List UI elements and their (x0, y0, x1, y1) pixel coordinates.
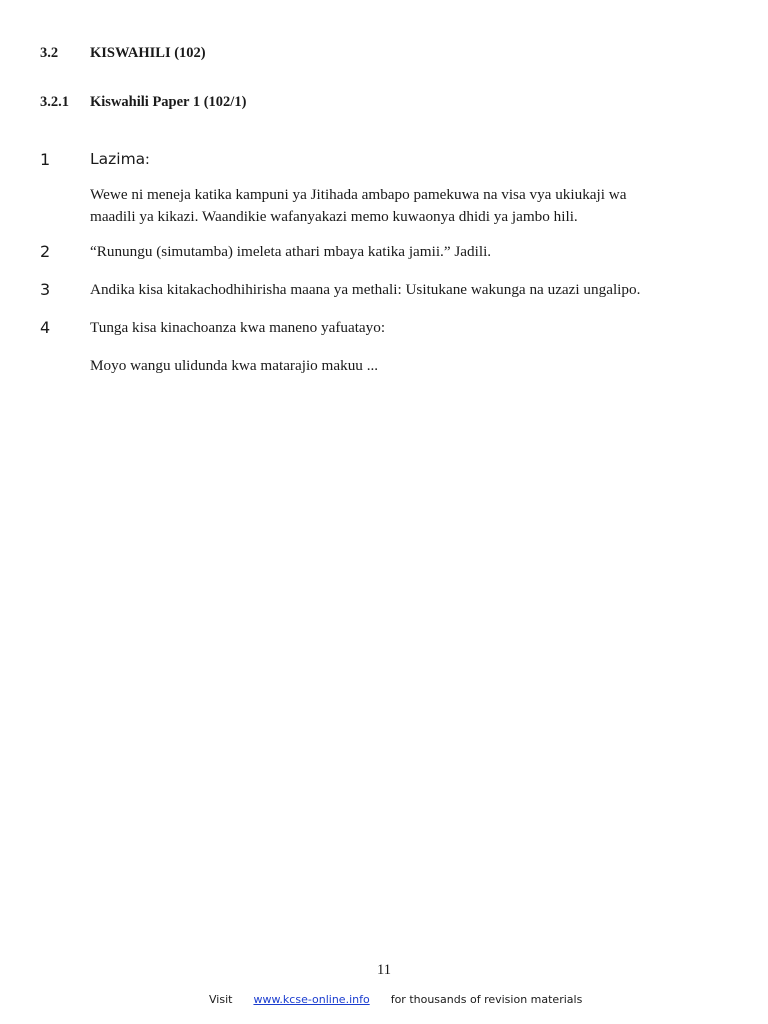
footer-prefix: Visit (209, 993, 233, 1006)
footer-link[interactable]: www.kcse-online.info (253, 993, 370, 1006)
question-2-number: 2 (40, 242, 51, 261)
footer-suffix: for thousands of revision materials (390, 993, 583, 1006)
section-number: 3.2 (40, 45, 59, 61)
question-1-number: 1 (40, 150, 51, 169)
question-4-continuation: Moyo wangu ulidunda kwa matarajio makuu ... (90, 357, 379, 374)
question-1-label-colon: : (145, 151, 150, 168)
subsection-title: Kiswahili Paper 1 (102/1) (90, 94, 247, 110)
subsection-number: 3.2.1 (40, 94, 69, 110)
footer (209, 993, 582, 1006)
section-title: KISWAHILI (102) (90, 45, 206, 61)
question-3-text: Andika kisa kitakachodhihirisha maana ya methali: Usitukane wakunga na uzazi ungalipo. (90, 281, 641, 298)
question-4-text: Tunga kisa kinachoanza kwa maneno yafuatayo: (90, 319, 386, 336)
question-2-text: “Runungu (simutamba) imeleta athari mbaya katika jamii.” Jadili. (90, 243, 492, 260)
question-1-text: Wewe ni meneja katika kampuni ya Jitihada ambapo pamekuwa na visa vya ukiukaji wa maadili ya kikazi. Waandikie wafanyakazi memo kuwaonya dhidi ya jambo hili. (90, 186, 627, 225)
page-number: 11 (377, 962, 391, 978)
question-3-number: 3 (40, 280, 51, 299)
question-4-number: 4 (40, 318, 51, 337)
question-1-heading (90, 150, 150, 169)
question-1-label: Lazima (90, 150, 146, 168)
